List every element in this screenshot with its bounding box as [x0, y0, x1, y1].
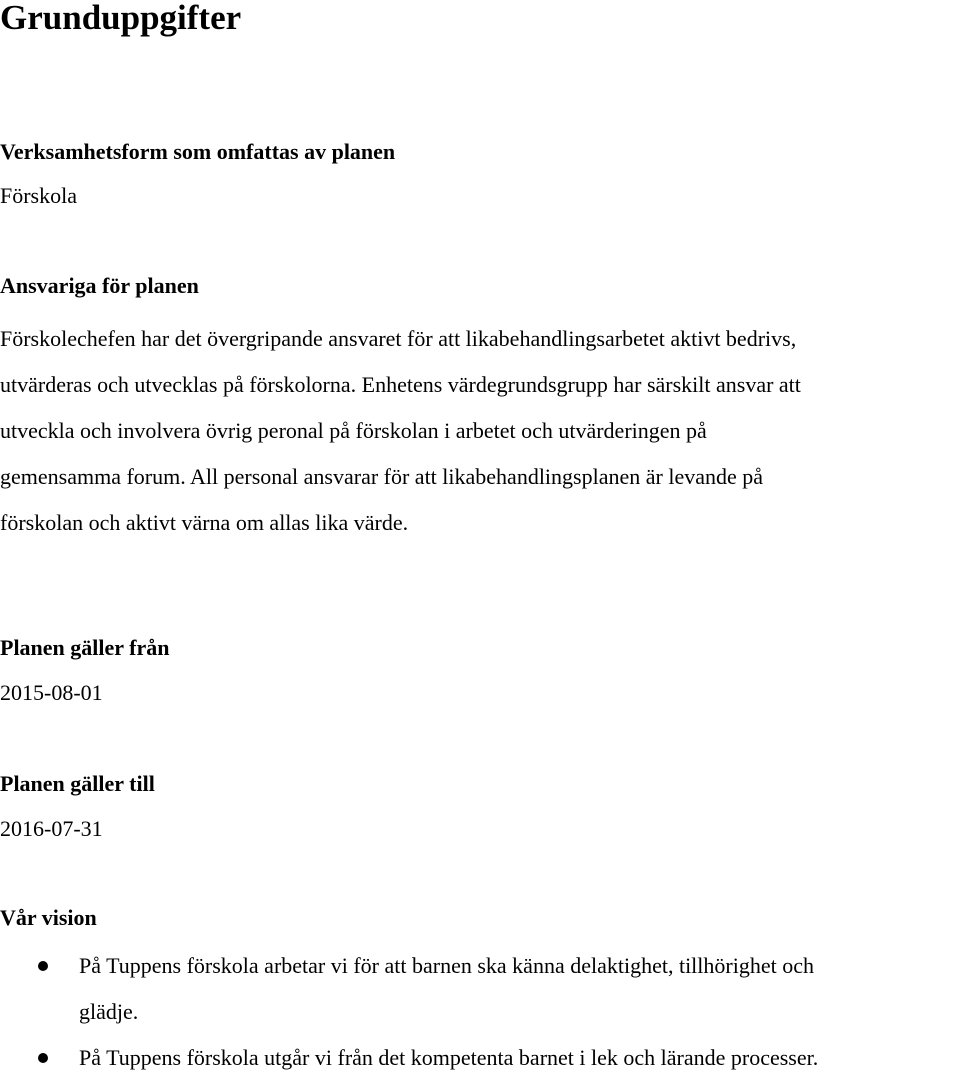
- verksamhet-value: Förskola: [0, 183, 77, 208]
- vision-heading: Vår vision: [0, 905, 97, 930]
- list-item-line: glädje.: [79, 999, 139, 1024]
- bullet-icon: [38, 1053, 48, 1063]
- fran-value: 2015-08-01: [0, 680, 103, 705]
- page-title: Grunduppgifter: [0, 0, 242, 37]
- verksamhet-heading: Verksamhetsform som omfattas av planen: [0, 139, 396, 164]
- list-item-line: På Tuppens förskola arbetar vi för att barnen ska känna delaktighet, tillhörighet och: [79, 953, 814, 978]
- paragraph-line: förskolan och aktivt värna om allas lika värde.: [0, 510, 409, 535]
- bullet-icon: [38, 961, 48, 971]
- paragraph-line: gemensamma forum. All personal ansvarar för att likabehandlingsplanen är levande på: [0, 464, 764, 489]
- till-heading: Planen gäller till: [0, 771, 155, 796]
- till-value: 2016-07-31: [0, 816, 103, 841]
- paragraph-line: Förskolechefen har det övergripande ansvaret för att likabehandlingsarbetet aktivt bedrivs,: [0, 326, 797, 351]
- fran-heading: Planen gäller från: [0, 635, 170, 660]
- paragraph-line: utvärderas och utvecklas på förskolorna. Enhetens värdegrundsgrupp har särskilt ansvar att: [0, 372, 801, 397]
- paragraph-line: utveckla och involvera övrig peronal på förskolan i arbetet och utvärderingen på: [0, 418, 707, 443]
- ansvariga-heading: Ansvariga för planen: [0, 273, 199, 298]
- list-item-line: På Tuppens förskola utgår vi från det kompetenta barnet i lek och lärande processer.: [79, 1045, 819, 1070]
- ansvariga-paragraph: [0, 316, 960, 546]
